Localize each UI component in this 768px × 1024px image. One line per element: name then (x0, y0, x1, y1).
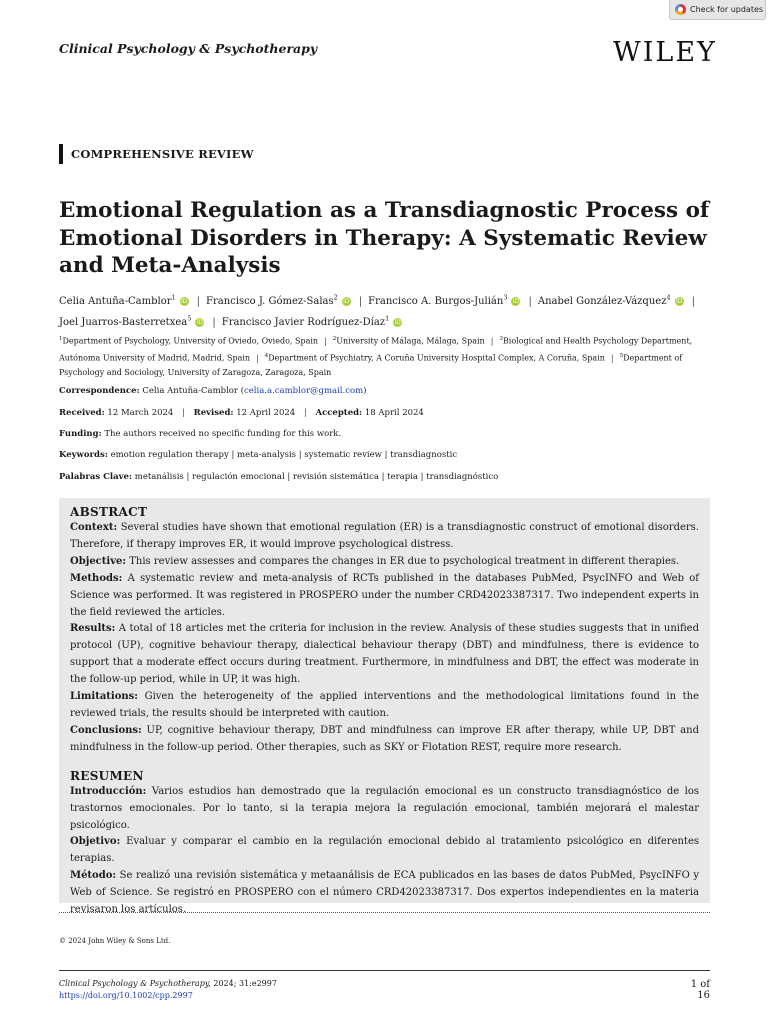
affiliation-number: 4 (264, 353, 269, 360)
keywords-label: Keywords: (59, 450, 108, 460)
author-name: Celia Antuña-Camblor (59, 296, 172, 308)
affiliation-number: 2 (332, 336, 337, 342)
abstract-section-label: Results: (70, 623, 116, 635)
abstract-section-text: A systematic review and meta-analysis of RCTs published in the databases PubMed, PsycINFO and Web of Science was performed. It was registered in PROSPERO under the number CRD42023387317. Two independent experts in the field reviewed the articles. (70, 572, 699, 618)
resumen-section-text: Evaluar y comparar el cambio en la regulación emocional debido al tratamiento psicológico en diferentes terapias. (70, 836, 699, 865)
author-name: Francisco J. Gómez-Salas (206, 296, 334, 308)
orcid-icon[interactable]: iD (181, 298, 188, 306)
author-name: Joel Juarros-Basterretxea (59, 316, 188, 328)
article-title: Emotional Regulation as a Transdiagnostic Process of Emotional Disorders in Therapy: A Systematic Review and Meta-Analysis (59, 198, 710, 278)
abstract-objective (70, 554, 699, 571)
received-date: 12 March 2024 (107, 408, 174, 418)
affiliation-number: 3 (499, 336, 503, 342)
abstract-context (70, 520, 699, 554)
publisher-logo: WILEY (613, 37, 717, 68)
accepted-date: 18 April 2024 (364, 408, 424, 418)
separator: | (490, 336, 494, 346)
journal-name: Clinical Psychology & Psychotherapy (59, 41, 318, 56)
orcid-icon[interactable]: iD (343, 298, 350, 306)
author-5[interactable] (59, 314, 206, 328)
section-label (59, 144, 254, 164)
author-4[interactable] (538, 296, 686, 307)
author-name: Francisco Javier Rodríguez-Díaz (221, 316, 386, 328)
footer-volume: 2024; 31:e2997 (213, 979, 277, 988)
orcid-icon[interactable]: iD (675, 298, 683, 306)
author-2[interactable] (206, 296, 353, 307)
affiliation-text: Department of Psychology and Sociology, University of Zaragoza, Zaragoza, Spain (59, 353, 683, 378)
separator: | (324, 336, 327, 346)
author-list (59, 290, 709, 331)
palabras-clave (59, 472, 498, 482)
author-3[interactable] (368, 296, 522, 307)
separator: | (182, 408, 185, 418)
abstract-section-label: Methods: (70, 572, 123, 584)
footer-citation (59, 979, 277, 988)
resumen-heading: RESUMEN (70, 768, 144, 783)
affiliations (59, 332, 709, 381)
correspondence-email-link[interactable]: celia.a.camblor@gmail.com (244, 386, 364, 396)
abstract-box (59, 498, 710, 916)
footer-journal-name: Clinical Psychology & Psychotherapy, (59, 979, 211, 988)
resumen-section-label: Método: (70, 870, 117, 882)
funding-text: The authors received no specific funding for this work. (104, 429, 342, 439)
abstract-body (70, 520, 699, 757)
author-name: Francisco A. Burgos-Julián (368, 296, 504, 308)
received-label: Received: (59, 408, 105, 418)
resumen-section-text: Varios estudios han demostrado que la regulación emocional es un constructo transdiagnóstico de los trastornos emocionales. Por lo tanto, si la terapia mejora la regulación emocional, también mejorará el malestar psicológico. (70, 785, 699, 831)
author-affiliation-number: 1 (385, 314, 390, 323)
abstract-section-text: A total of 18 articles met the criteria for inclusion in the review. Analysis of these studies suggests that in unified protocol (UP), cognitive behaviour therapy, dialectical behaviour therapy (DBT) and mindfulness, there is evidence to support that a moderate effect occurs during treatment. Furthermore, in mindfulness and DBT, the effect was moderate in the follow-up period, while in UP, it was high. (70, 623, 699, 686)
keywords-text: emotion regulation therapy | meta-analysis | systematic review | transdiagnostic (110, 450, 458, 460)
abstract-section-text: Given the heterogeneity of the applied interventions and the methodological limitations found in the reviewed trials, the results should be interpreted with caution. (70, 691, 699, 719)
keywords (59, 450, 457, 460)
author-6[interactable] (221, 314, 404, 328)
separator: | (358, 296, 363, 308)
separator: | (528, 296, 532, 308)
section-label-bar (59, 144, 63, 164)
abstract-section-label: Limitations: (70, 691, 138, 703)
resumen-section-text: Se realizó una revisión sistemática y metaanálisis de ECA publicados en las bases de datos PubMed, PsycINFO y Web of Science. Se registró en PROSPERO con el número CRD42023387317. Dos expertos independientes en la materia revisaron los artículos. (70, 870, 699, 916)
page-number: 1 of 16 (690, 979, 710, 1001)
abstract-methods (70, 571, 699, 622)
funding (59, 429, 341, 439)
abstract-section-text: Several studies have shown that emotional regulation (ER) is a transdiagnostic construct of emotional disorders. Therefore, if therapy improves ER, it would improve psychological distress. (70, 522, 699, 550)
abstract-section-label: Context: (70, 522, 118, 533)
correspondence: Correspondence: Celia Antuña-Camblor (celia.a.camblor@gmail.com) (59, 386, 367, 396)
orcid-icon[interactable]: iD (196, 318, 204, 326)
resumen-objetivo (70, 834, 699, 868)
copyright-notice: © 2024 John Wiley & Sons Ltd. (59, 937, 171, 945)
abstract-limitations (70, 689, 699, 723)
revised-date: 12 April 2024 (236, 408, 296, 418)
separator: | (303, 408, 307, 418)
palabras-clave-text: metanálisis | regulación emocional | revisión sistemática | terapia | transdiagnóstico (134, 472, 499, 482)
abstract-section-text: This review assesses and compares the changes in ER due to psychological treatment in different therapies. (129, 555, 680, 567)
resumen-section-label: Objetivo: (70, 836, 121, 848)
revised-label: Revised: (193, 408, 234, 418)
correspondence-name: Celia Antuña-Camblor (142, 386, 238, 396)
affiliation-number: 1 (59, 336, 63, 342)
author-affiliation-number: 5 (187, 314, 192, 323)
orcid-icon[interactable]: iD (512, 298, 520, 306)
abstract-section-text: UP, cognitive behaviour therapy, DBT and mindfulness can improve ER after therapy, while UP, DBT and mindfulness in the follow-up period. Other therapies, such as SKY or Flotation REST, require more research. (70, 724, 699, 753)
affiliation-text: Biological and Health Psychology Department, Autónoma University of Madrid, Madrid, Spain (59, 336, 693, 363)
check-for-updates-label: Check for updates (690, 5, 764, 14)
separator: | (610, 353, 614, 363)
funding-label: Funding: (59, 429, 102, 439)
affiliation-text: Department of Psychiatry, A Coruña University Hospital Complex, A Coruña, Spain (268, 353, 605, 363)
resumen-section-label: Introducción: (70, 785, 147, 797)
affiliation-number: 5 (619, 353, 624, 360)
doi-link[interactable]: https://doi.org/10.1002/cpp.2997 (59, 991, 193, 1000)
dotted-divider (59, 912, 710, 913)
author-affiliation-number: 1 (171, 294, 176, 302)
affiliation-text: University of Málaga, Málaga, Spain (336, 336, 485, 346)
footer-divider (59, 970, 710, 971)
check-for-updates-button[interactable] (669, 0, 766, 20)
article-dates (59, 408, 424, 418)
orcid-icon[interactable]: iD (394, 318, 401, 326)
separator: | (196, 296, 201, 308)
affiliation-text: Department of Psychology, University of Oviedo, Oviedo, Spain (62, 336, 319, 346)
resumen-body (70, 784, 699, 919)
abstract-section-label: Conclusions: (70, 724, 142, 736)
palabras-clave-label: Palabras Clave: (59, 472, 133, 482)
resumen-introduccion (70, 784, 699, 835)
crossmark-icon (675, 4, 686, 15)
abstract-conclusions (70, 723, 699, 757)
correspondence-label: Correspondence: (59, 386, 140, 396)
author-1[interactable] (59, 296, 191, 307)
accepted-label: Accepted: (315, 408, 363, 418)
author-affiliation-number: 2 (333, 294, 338, 302)
abstract-results (70, 621, 699, 689)
abstract-section-label: Objective: (70, 555, 127, 567)
author-affiliation-number: 3 (503, 294, 508, 302)
author-name: Anabel González-Vázquez (537, 296, 667, 308)
section-label-text: COMPREHENSIVE REVIEW (71, 147, 254, 161)
abstract-heading: ABSTRACT (70, 505, 148, 519)
separator: | (212, 316, 216, 328)
author-affiliation-number: 4 (666, 294, 671, 302)
separator: | (691, 296, 695, 308)
separator: | (256, 353, 259, 363)
